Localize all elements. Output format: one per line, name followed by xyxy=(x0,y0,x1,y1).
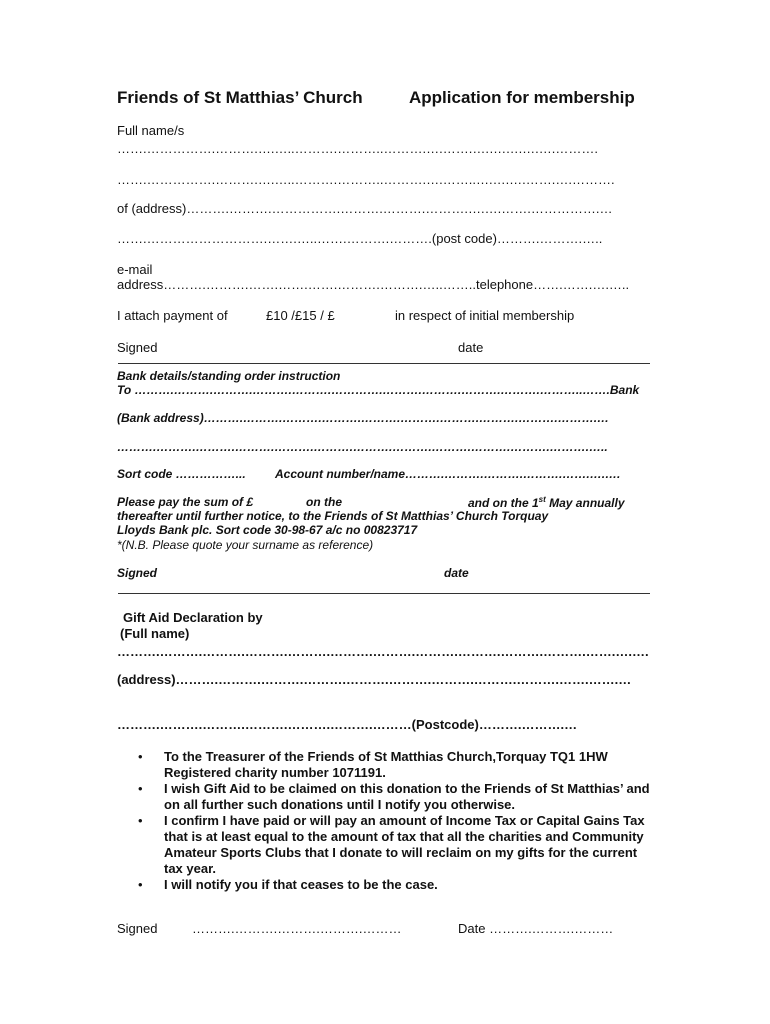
payment-purpose-text: in respect of initial membership xyxy=(395,308,575,323)
email-label: e-mail xyxy=(117,262,153,277)
list-item: • To the Treasurer of the Friends of St Matthias Church,Torquay TQ1 1HW Registered charity number 1071191. xyxy=(138,749,608,780)
full-name-field-line-2[interactable]: …….…………….……….….…..……….………..……….….……..….….….…….….………. xyxy=(117,172,615,187)
bank-signed-label: Signed xyxy=(117,566,158,580)
bank-date-label: date xyxy=(444,566,469,580)
pay-annual-text: and on the 1st May annually xyxy=(468,495,625,510)
full-name-label: Full name/s xyxy=(117,123,185,138)
bullet-icon: • xyxy=(138,781,143,796)
gift-aid-address-field[interactable]: (address)……….……….……….……….……….……….……….……….……….…….…….… xyxy=(117,672,632,687)
sort-code-field[interactable]: Sort code ……………... xyxy=(117,467,246,481)
list-item: • I will notify you if that ceases to be the case. xyxy=(138,877,438,892)
gift-aid-heading: Gift Aid Declaration by xyxy=(123,610,263,625)
pay-on-text: on the xyxy=(306,495,342,509)
form-title: Application for membership xyxy=(409,88,635,107)
bank-address-field-line-2[interactable]: ……….……….……….……….……….……….……….……….……….……….……….……….….. xyxy=(117,440,608,454)
form-org-title: Friends of St Matthias’ Church xyxy=(117,88,363,107)
gift-aid-name-label: (Full name) xyxy=(120,626,190,641)
address-field-line-1[interactable]: of (address)……….……….…………….……….……….……….….….…….…………….… xyxy=(117,201,613,216)
gift-aid-date-field[interactable]: Date ……….……….……… xyxy=(458,921,614,936)
bank-heading: Bank details/standing order instruction xyxy=(117,369,341,383)
applicant-date-label: date xyxy=(458,340,484,355)
gift-aid-signature-field[interactable]: ……….……….……….……….……… xyxy=(192,921,402,936)
full-name-field-line-1[interactable]: …….…………….……….….…..……….………..……….….…….….….….….….………. xyxy=(117,141,599,156)
payment-amount-options[interactable]: £10 /£15 / £ xyxy=(266,308,335,323)
list-item: • I confirm I have paid or will pay an amount of Income Tax or Capital Gains Tax that is at least equal to the amount of tax that all the charities and Community Amateur Sports Clubs that I donate to will reclaim on my gifts for the current tax year. xyxy=(138,813,645,876)
gift-aid-name-field[interactable]: ……….……….……….……….……….……….……….……….……….……….……….…….….…. xyxy=(117,644,649,659)
recipient-bank-details: Lloyds Bank plc. Sort code 30-98-67 a/c no 00823717 xyxy=(117,523,418,537)
list-item: • I wish Gift Aid to be claimed on this donation to the Friends of St Matthias’ and on all further such donations until I notify you otherwise. xyxy=(138,781,650,812)
bullet-icon: • xyxy=(138,877,143,892)
account-number-field[interactable]: Account number/name……….……….……….……….…….….…. xyxy=(275,467,621,481)
email-telephone-field[interactable]: address……….……….…….…….…….……….……….…..……..telephone…….…….….….. xyxy=(117,277,630,292)
bank-name-field[interactable]: To ……….……….……….……….……….………….……….……….……….……….………..…….Bank xyxy=(117,383,640,397)
reference-note: *(N.B. Please quote your surname as reference) xyxy=(117,538,374,552)
gift-aid-signed-label: Signed xyxy=(117,921,158,936)
section-divider xyxy=(118,593,650,594)
applicant-signed-label: Signed xyxy=(117,340,158,355)
bullet-icon: • xyxy=(138,813,143,828)
pay-recipient-text: thereafter until further notice, to the Friends of St Matthias’ Church Torquay xyxy=(117,509,549,523)
bullet-icon: • xyxy=(138,749,143,764)
payment-label: I attach payment of xyxy=(117,308,228,323)
address-field-line-2[interactable]: …….……………………….…….…..…….……….……….(post code)……….……….….. xyxy=(117,231,603,246)
section-divider xyxy=(118,363,650,364)
pay-sum-text: Please pay the sum of £ xyxy=(117,495,254,509)
bank-address-field-line-1[interactable]: (Bank address)……….……….……….……….……….……….……….……….……….……….… xyxy=(117,411,610,425)
gift-aid-postcode-field[interactable]: ……….……….……….……….……….……….………(Postcode)……….……….… xyxy=(117,717,578,732)
gift-aid-declaration-list xyxy=(118,749,658,893)
